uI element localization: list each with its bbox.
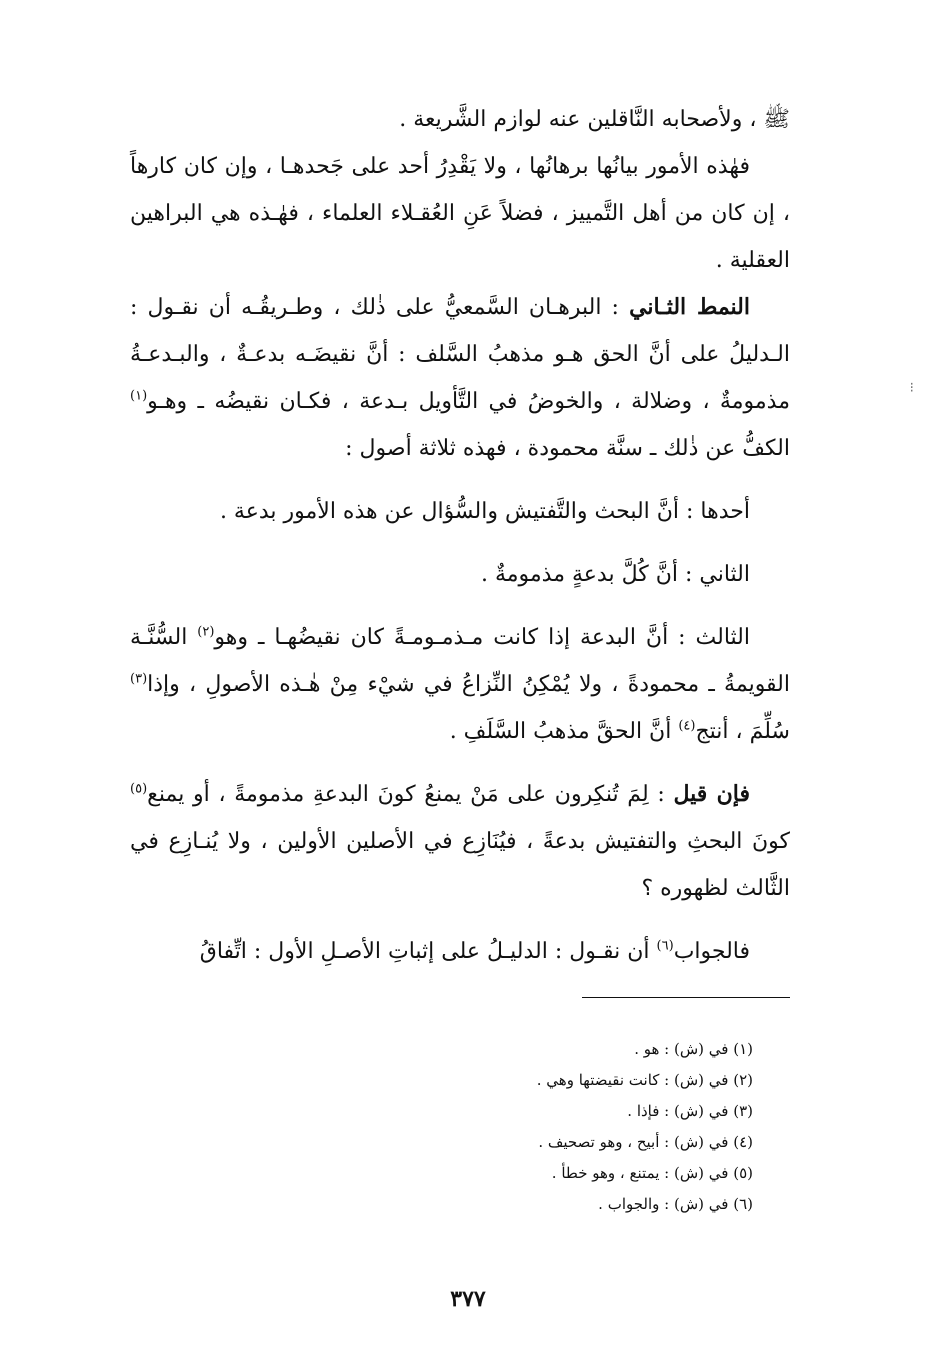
text-run: فالجواب (673, 939, 750, 964)
footnote-2: (٢) في (ش) : كانت نقيضتها وهي . (536, 1071, 753, 1089)
footnote-4: (٤) في (ش) : أبيح ، وهو تصحيف . (538, 1133, 753, 1151)
paragraph-second-method (130, 284, 790, 472)
paragraph-objection (130, 771, 790, 912)
footnote-3: (٣) في (ش) : فإذا . (627, 1102, 753, 1120)
footnote-marker-4[interactable]: (٤) (678, 718, 696, 734)
text-run: سُلِّمَ ، أنتج (695, 719, 790, 744)
main-text (130, 96, 790, 975)
intro-line: ﷺ ، ولأصحابه النَّاقلين عنه لوازم الشَّريعة . (399, 107, 790, 132)
footnote-marker-6[interactable]: (٦) (656, 938, 674, 954)
text-run: : البرهـان السَّمعيُّ على ذٰلك ، وطـريقُـه أن نقـول : الـدليلُ على أنَّ الحق هـو مذهبُ السَّلف : أنَّ نقيضَـه بدعـةٌ ، والبـدعـةُ مذمومةٌ ، وضلالة ، والخوضُ في التَّأويل بـدعة ، فكـان نقيضُه ـ وهـو (130, 295, 790, 414)
footnotes (193, 1034, 753, 1220)
footnote-1: (١) في (ش) : هو . (634, 1040, 753, 1058)
section-heading: النمط الثـاني (629, 294, 751, 320)
text-run: أن نقـول : الدليـلُ على إثباتِ الأصـلِ الأول : اتِّفاقُ (199, 939, 657, 964)
text-run: كونَ البحثِ والتفتيش بدعةً ، فيُنَازِع في الأصلين الأولين ، ولا يُنـازِع في الثَّالث لظهوره ؟ (130, 829, 790, 901)
paragraph-first-principle: أحدها : أنَّ البحث والتَّفتيش والسُّؤال عن هذه الأمور بدعة . (219, 499, 750, 524)
paragraph-third-principle (130, 614, 790, 755)
footnote-6: (٦) في (ش) : والجواب . (598, 1195, 753, 1213)
page-number: ٣٧٧ (450, 1286, 486, 1312)
text-run: السُّنَّـة القويمةُ ـ محمودةً ، ولا يُمْكِنُ النِّزاعُ في شيْء مِنْ هٰـذه الأصولِ ، وإذا (130, 625, 790, 697)
footnote-separator (582, 997, 790, 998)
text-run: : لِمَ تُنكِرون على مَنْ يمنعُ كونَ البدعةِ مذمومةً ، أو يمنع (147, 782, 674, 807)
footnote-5: (٥) في (ش) : يمتنع ، وهو خطأ . (551, 1164, 753, 1182)
text-run: أنَّ الحقَّ مذهبُ السَّلَفِ . (449, 719, 679, 744)
footnote-marker-2[interactable]: (٢) (197, 624, 215, 640)
paragraph-rational-proofs: فهٰذه الأمور بيانُها برهانُها ، ولا يَقْدِرُ أحد على جَحدهـا ، وإن كان كارهاً ، إن كان من أهل التَّمييز ، فضلاً عَنِ العُقـلاء العلماء ، فهٰـذه هي البراهين العقلية . (130, 154, 790, 273)
paragraph-second-principle: الثاني : أنَّ كُلَّ بدعةٍ مذمومةٌ . (480, 562, 750, 587)
text-run: الثالث : أنَّ البدعة إذا كانت مـذمـومـةً كان نقيضُهـا ـ وهو (214, 625, 750, 650)
margin-mark: ⁝ (909, 380, 914, 396)
footnote-marker-1[interactable]: (١) (130, 388, 148, 404)
objection-heading: فإن قيل (673, 781, 750, 807)
paragraph-answer (130, 928, 790, 975)
footnote-marker-3[interactable]: (٣) (130, 671, 148, 687)
footnote-marker-5[interactable]: (٥) (130, 781, 148, 797)
text-run: الكفُّ عن ذٰلك ـ سنَّة محمودة ، فهذه ثلاثة أصول : (345, 436, 790, 461)
